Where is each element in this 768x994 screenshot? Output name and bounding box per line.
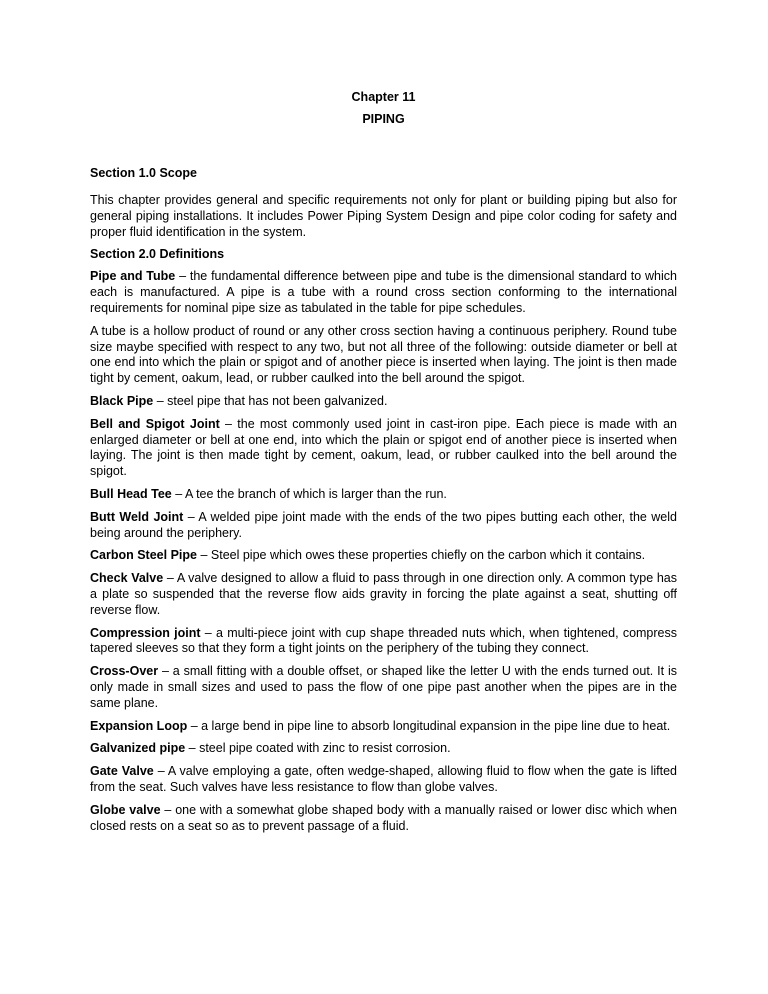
definition-term: Cross-Over <box>90 664 159 679</box>
definition-text: – the fundamental difference between pipe and tube is the dimensional standard to which each is manufactured. A pipe is a tube with a round cross section conforming to the international requirements for nominal pipe size as tabulated in the table for pipe schedules. <box>90 269 677 315</box>
definition-term: Check Valve <box>90 571 164 586</box>
definition-black-pipe <box>90 394 677 410</box>
definition-text: – A valve designed to allow a fluid to pass through in one direction only. A common type has a plate so suspended that the reverse flow aids gravity in forcing the plate against a seat, shutting off reverse flow. <box>90 571 678 617</box>
definition-term: Expansion Loop <box>90 718 188 733</box>
definition-expansion-loop <box>90 719 677 735</box>
definition-text: – steel pipe coated with zinc to resist corrosion. <box>185 741 451 756</box>
definition-pipe-and-tube <box>90 269 677 316</box>
scope-paragraph: This chapter provides general and specific requirements not only for plant or building piping but also for general piping installations. It includes Power Piping System Design and pipe color coding for safety and proper fluid identification in the system. <box>90 193 677 239</box>
definition-bell-and-spigot-joint <box>90 417 677 480</box>
definition-term: Carbon Steel Pipe <box>90 548 197 563</box>
tube-paragraph: A tube is a hollow product of round or any other cross section having a continuous periphery. Round tube size maybe specified with respect to any two, but not all three of the following: outside diameter or bell at one end into which the plain or spigot and of another piece is inserted when laying. The joint is then made tight by cement, oakum, lead, or rubber caulked into the bell around the spigot. <box>90 323 677 386</box>
definition-text: – A valve employing a gate, often wedge-shaped, allowing fluid to flow when the gate is lifted from the seat. Such valves have less resistance to flow than globe valves. <box>90 764 677 794</box>
definition-globe-valve <box>90 803 677 835</box>
definition-term: Butt Weld Joint <box>90 509 184 524</box>
definition-term: Galvanized pipe <box>90 741 186 756</box>
definition-text: – one with a somewhat globe shaped body with a manually raised or lower disc which when closed rests on a seat so as to prevent passage of a fluid. <box>90 802 677 833</box>
definition-bull-head-tee <box>90 487 677 503</box>
definition-carbon-steel-pipe <box>90 548 677 564</box>
definition-cross-over <box>90 664 677 711</box>
chapter-title: PIPING <box>362 112 405 126</box>
definition-text: – a large bend in pipe line to absorb longitudinal expansion in the pipe line due to heat. <box>187 718 671 733</box>
definition-text: – A welded pipe joint made with the ends of the two pipes butting each other, the weld being around the periphery. <box>90 509 677 540</box>
definition-term: Bell and Spigot Joint <box>90 416 220 431</box>
document-page <box>90 90 677 834</box>
definition-check-valve <box>90 571 677 618</box>
definition-galvanized-pipe <box>90 741 677 757</box>
definition-term: Gate Valve <box>90 764 154 779</box>
definition-text: – a small fitting with a double offset, or shaped like the letter U with the ends turned out. It is only made in small sizes and used to pass the flow of one pipe past another when the pipes are in the same plane. <box>90 664 677 710</box>
definitions-heading: Section 2.0 Definitions <box>90 247 225 262</box>
definition-text: – Steel pipe which owes these properties chiefly on the carbon which it contains. <box>196 548 646 563</box>
definition-text: – a multi-piece joint with cup shape threaded nuts which, when tightened, compress tapered sleeves so that they form a tight joints on the periphery of the tubing they connect. <box>90 625 677 656</box>
definition-term: Black Pipe <box>90 393 154 408</box>
definition-term: Pipe and Tube <box>90 269 176 284</box>
definition-butt-weld-joint <box>90 510 677 542</box>
definition-text: – the most commonly used joint in cast-iron pipe. Each piece is made with an enlarged diameter or bell at one end, into which the plain or spigot end of another piece is inserted when laying. The joint is then made tight by cement, oakum, lead, or rubber caulked into the bell around the spigot. <box>90 416 677 479</box>
definition-text: – A tee the branch of which is larger than the run. <box>171 486 447 501</box>
definition-compression-joint <box>90 626 677 658</box>
definition-text: – steel pipe that has not been galvanized. <box>153 393 388 408</box>
definition-term: Bull Head Tee <box>90 486 172 501</box>
definition-gate-valve <box>90 764 677 796</box>
definition-term: Compression joint <box>90 625 201 640</box>
chapter-number: Chapter 11 <box>351 90 416 104</box>
definition-term: Globe valve <box>90 802 161 817</box>
scope-heading: Section 1.0 Scope <box>90 166 197 180</box>
